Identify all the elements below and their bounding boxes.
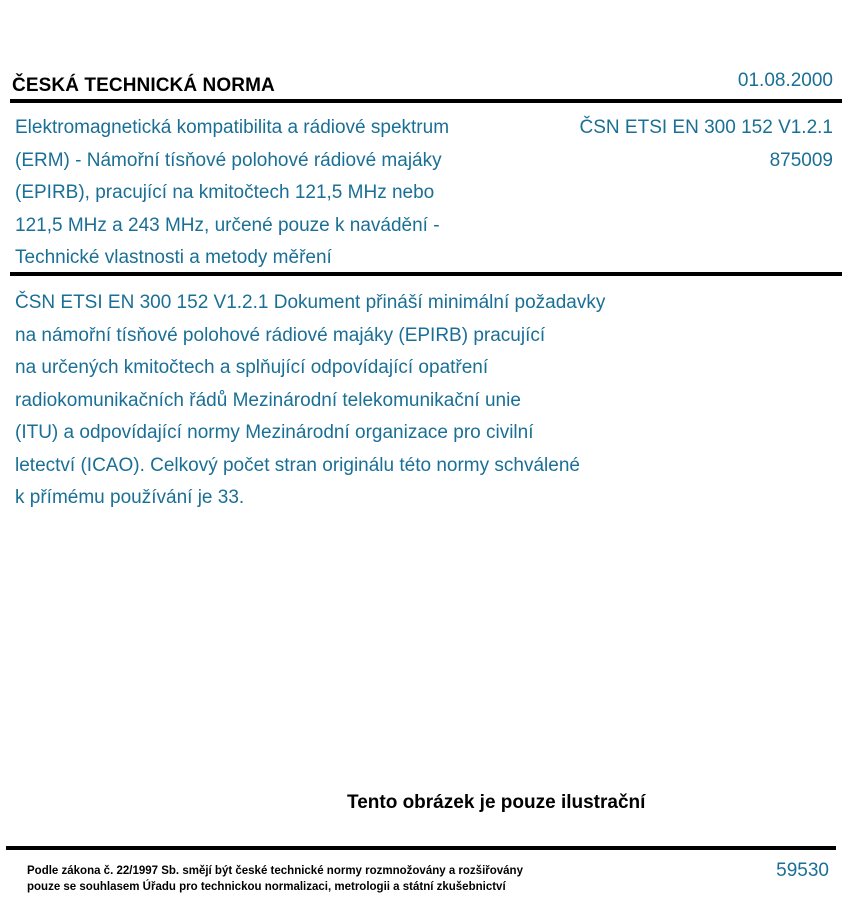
standard-title-line: (ERM) - Námořní tísňové polohové rádiové majáky	[15, 149, 442, 171]
standard-codes	[580, 112, 833, 177]
abstract	[15, 287, 705, 515]
standard-class-number: 875009	[769, 149, 833, 171]
document-date: 01.08.2000	[737, 70, 833, 91]
header-divider	[10, 99, 842, 103]
footer-divider	[6, 846, 836, 850]
title-divider	[10, 272, 842, 276]
standard-title-line: Technické vlastnosti a metody měření	[15, 247, 332, 268]
illustration-note: Tento obrázek je pouze ilustrační	[347, 792, 646, 813]
legal-notice-line: pouze se souhlasem Úřadu pro technickou normalizaci, metrologii a státní zkušebnictví	[27, 881, 506, 893]
standard-title-line: (EPIRB), pracující na kmitočtech 121,5 MHz nebo	[15, 182, 435, 203]
standard-title-line: 121,5 MHz a 243 MHz, určené pouze k navádění -	[15, 214, 440, 236]
abstract-line: letectví (ICAO). Celkový počet stran originálu této normy schválené	[15, 454, 580, 476]
standard-title-line: Elektromagnetická kompatibilita a rádiové spektrum	[15, 117, 450, 138]
abstract-line: ČSN ETSI EN 300 152 V1.2.1 Dokument přináší minimální požadavky	[15, 292, 606, 313]
document-header-title: ČESKÁ TECHNICKÁ NORMA	[12, 75, 275, 96]
abstract-line: na určených kmitočtech a splňující odpovídající opatření	[15, 357, 489, 378]
legal-notice	[27, 863, 523, 895]
abstract-line: radiokomunikačních řádů Mezinárodní telekomunikační unie	[15, 389, 521, 411]
standard-designation: ČSN ETSI EN 300 152 V1.2.1	[579, 117, 833, 138]
catalog-number: 59530	[776, 860, 829, 881]
abstract-line: k přímému používání je 33.	[15, 487, 245, 508]
legal-notice-line: Podle zákona č. 22/1997 Sb. smějí být české technické normy rozmnožovány a rozšiřovány	[27, 865, 523, 877]
abstract-line: (ITU) a odpovídající normy Mezinárodní organizace pro civilní	[15, 422, 534, 443]
abstract-line: na námořní tísňové polohové rádiové majáky (EPIRB) pracující	[15, 324, 546, 346]
standard-title	[15, 112, 525, 275]
